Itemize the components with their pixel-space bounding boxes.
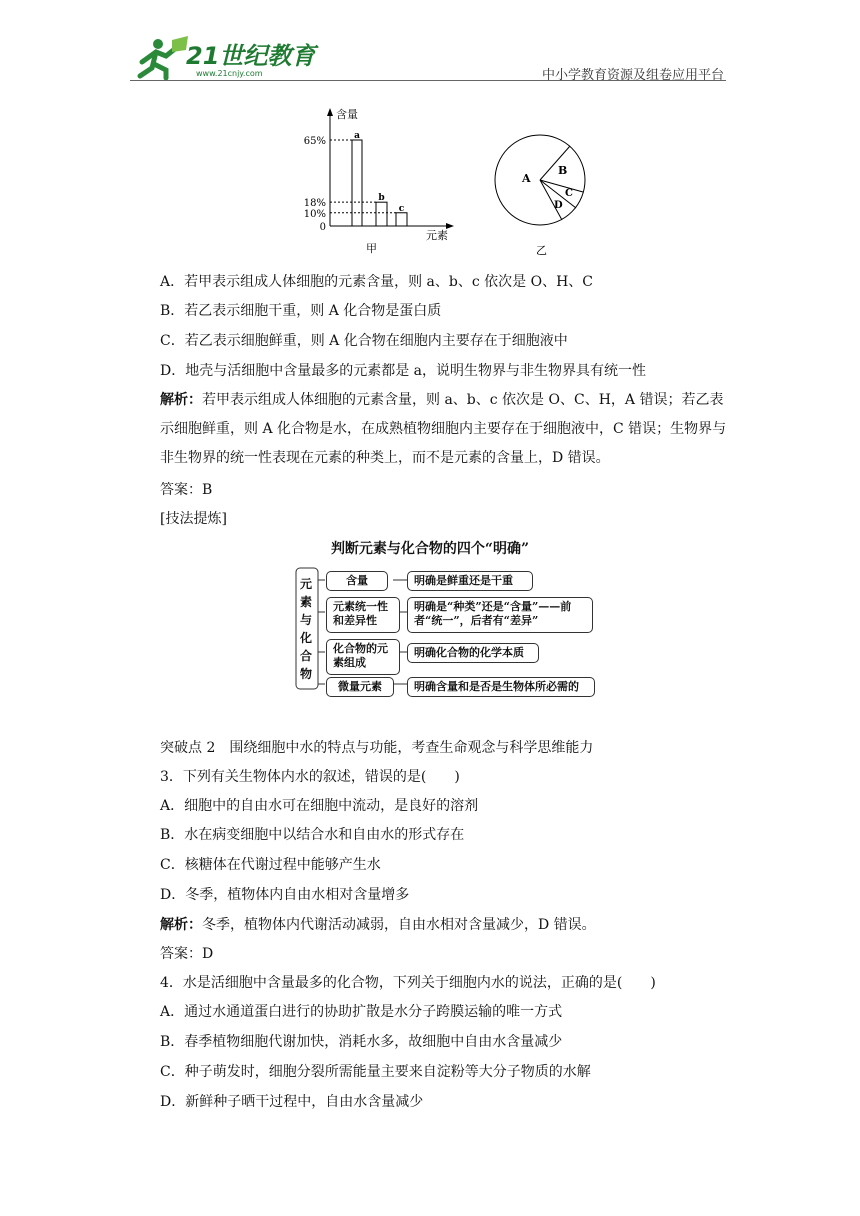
runner-icon xyxy=(140,36,188,78)
section2-heading: 突破点 2 围绕细胞中水的特点与功能，考查生命观念与科学思维能力 xyxy=(160,740,594,756)
map-left-composition: 化合物的元素组成 xyxy=(326,639,400,675)
map-left-trace: 微量元素 xyxy=(326,677,394,697)
concept-map-title: 判断元素与化合物的四个“明确” xyxy=(330,541,530,557)
jia-bar-b xyxy=(376,202,387,226)
q2-option-d: D．地壳与活细胞中含量最多的元素都是 a，说明生物界与非生物界具有统一性 xyxy=(160,363,647,379)
jia-ytick-label: 0 xyxy=(319,222,326,233)
jia-caption: 甲 xyxy=(366,242,377,255)
figure-yi-pie-chart xyxy=(488,132,598,262)
pie-slice-label-d: D xyxy=(554,200,563,211)
q3-option-b: B．水在病变细胞中以结合水和自由水的形式存在 xyxy=(160,827,465,843)
q2-answer: 答案：B xyxy=(160,482,213,498)
q3-answer: 答案：D xyxy=(160,946,214,962)
jia-bar-c xyxy=(396,213,407,226)
site-logo xyxy=(132,34,316,82)
q2-option-b: B．若乙表示细胞干重，则 A 化合物是蛋白质 xyxy=(160,303,442,319)
map-right-composition: 明确化合物的化学本质 xyxy=(407,643,539,663)
skills-label: [技法提炼] xyxy=(160,511,227,527)
q4-option-d: D．新鲜种子晒干过程中，自由水含量减少 xyxy=(160,1094,424,1110)
pie-slice-label-b: B xyxy=(558,164,568,177)
jia-bar-label: a xyxy=(354,131,360,141)
map-right-content: 明确是鲜重还是干重 xyxy=(407,571,533,591)
q4-stem: 4．水是活细胞中含量最多的化合物，下列关于细胞内水的说法，正确的是( ) xyxy=(160,975,656,991)
jia-bar-label: b xyxy=(378,193,385,204)
q3-option-a: A．细胞中的自由水可在细胞中流动，是良好的溶剂 xyxy=(160,798,479,814)
pie-slice-label-a: A xyxy=(522,172,531,185)
q3-option-c: C．核糖体在代谢过程中能够产生水 xyxy=(160,857,381,873)
map-left-unity: 元素统一性和差异性 xyxy=(326,597,400,633)
header-divider xyxy=(130,80,726,81)
q2-option-c: C．若乙表示细胞鲜重，则 A 化合物在细胞内主要存在于细胞液中 xyxy=(160,333,568,349)
jia-ytick-label: 10% xyxy=(303,208,326,220)
concept-map-root: 元素与化合物 xyxy=(299,577,312,681)
figure-jia-bar-chart xyxy=(300,104,460,256)
q4-option-c: C．种子萌发时，细胞分裂所需能量主要来自淀粉等大分子物质的水解 xyxy=(160,1064,591,1080)
q3-stem: 3．下列有关生物体内水的叙述，错误的是( ) xyxy=(160,769,460,785)
q3-analysis: 解析：冬季，植物体内代谢活动减弱，自由水相对含量减少，D 错误。 xyxy=(160,917,596,933)
logo-url-text: www.21cnjy.com xyxy=(196,69,263,78)
q2-option-a: A．若甲表示组成人体细胞的元素含量，则 a、b、c 依次是 O、H、C xyxy=(160,274,594,290)
jia-bar-a xyxy=(352,140,362,226)
q3-option-d: D．冬季，植物体内自由水相对含量增多 xyxy=(160,887,410,903)
jia-ytick-label: 65% xyxy=(303,136,326,147)
q2-analysis: 解析：若甲表示组成人体细胞的元素含量，则 a、b、c 依次是 O、C、H，A 错误；若乙表示细胞鲜重，则 A 化合物是水，在成熟植物细胞内主要存在于细胞液中，C 错误；生物界与非生物界的统一性表现在元素的种类上，而不是元素的含量上，D 错误。 xyxy=(160,392,727,466)
map-right-trace: 明确含量和是否是生物体所必需的 xyxy=(407,677,595,697)
logo-main-text: 21世纪教育 xyxy=(186,42,316,70)
jia-bar-label: c xyxy=(398,203,405,214)
yi-caption: 乙 xyxy=(536,244,547,257)
map-left-content: 含量 xyxy=(326,571,388,591)
jia-ylabel: 含量 xyxy=(336,108,358,121)
map-right-unity: 明确是“种类”还是“含量”——前者“统一”，后者有“差异” xyxy=(407,597,593,633)
platform-name: 中小学教育资源及组卷应用平台 xyxy=(541,68,724,83)
jia-ytick-label: 18% xyxy=(303,198,326,210)
pie-slice-label-c: C xyxy=(565,188,573,199)
q4-option-b: B．春季植物细胞代谢加快，消耗水多，故细胞中自由水含量减少 xyxy=(160,1034,563,1050)
jia-xlabel: 元素 xyxy=(426,229,448,242)
q4-option-a: A．通过水通道蛋白进行的协助扩散是水分子跨膜运输的唯一方式 xyxy=(160,1004,563,1020)
